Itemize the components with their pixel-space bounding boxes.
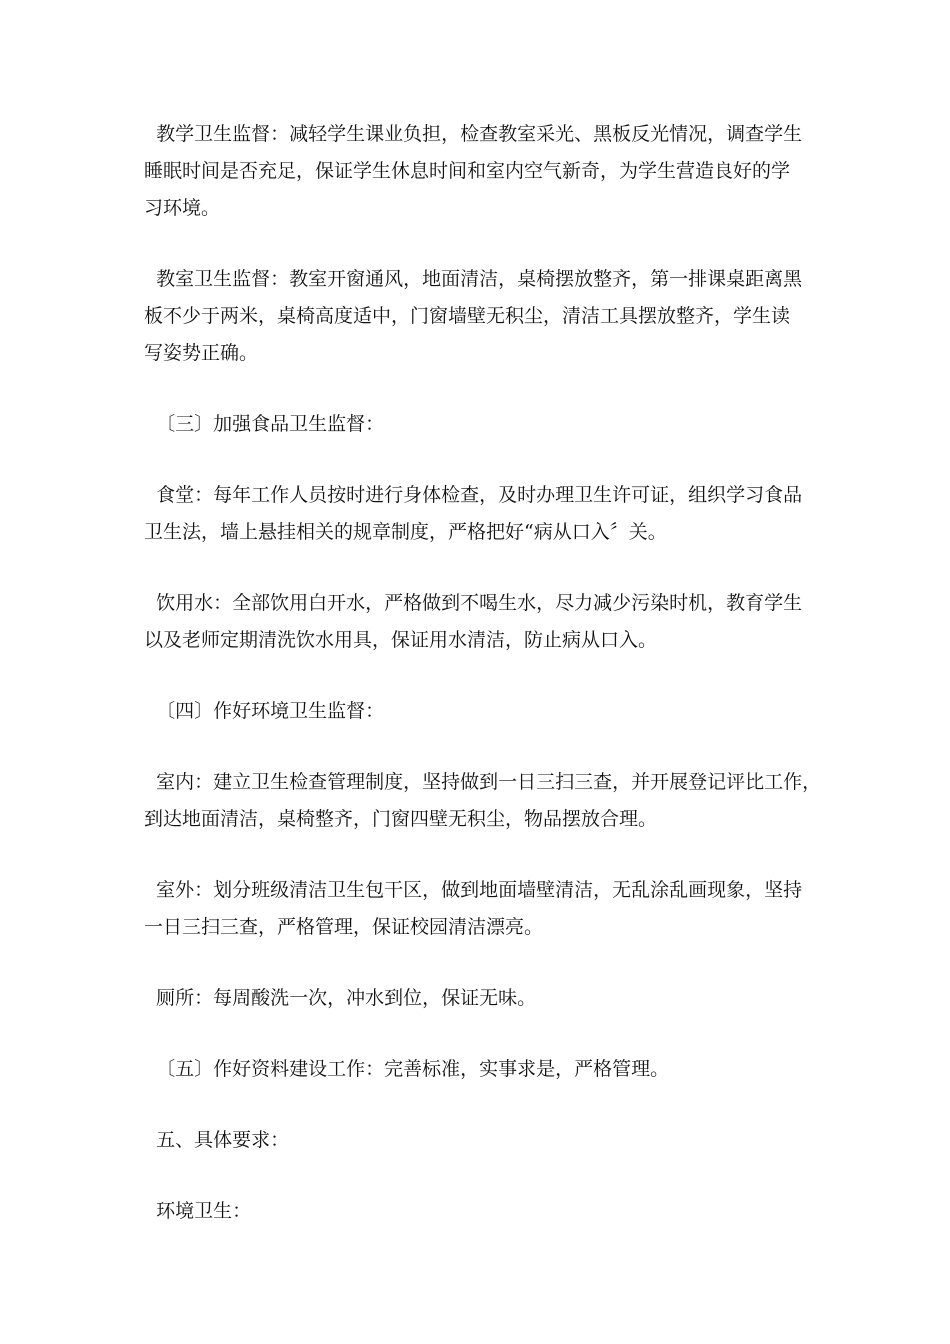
- paragraph-canteen: [144, 477, 824, 551]
- text-line: 教室卫生监督：教室开窗通风，地面清洁，桌椅摆放整齐，第一排课桌距离黑: [144, 268, 803, 290]
- text-line: 写姿势正确。: [144, 342, 259, 364]
- text-line: 睡眠时间是否充足，保证学生休息时间和室内空气新奇，为学生营造良好的学: [144, 160, 791, 182]
- text-line: 〔三〕加强食品卫生监督：: [144, 413, 385, 435]
- paragraph-indoor: [144, 764, 824, 838]
- paragraph-outdoor: [144, 872, 824, 946]
- paragraph-classroom-hygiene: [144, 261, 824, 372]
- text-line: 到达地面清洁，桌椅整齐，门窗四壁无积尘，物品摆放合理。: [144, 808, 658, 830]
- text-line: 以及老师定期清洗饮水用具，保证用水清洁，防止病从口入。: [144, 629, 658, 651]
- text-line: 室内：建立卫生检查管理制度，坚持做到一日三扫三查，并开展登记评比工作，: [144, 771, 822, 793]
- text-line: 室外：划分班级清洁卫生包干区，做到地面墙壁清洁，无乱涂乱画现象，坚持: [144, 879, 803, 901]
- text-line: 教学卫生监督：减轻学生课业负担，检查教室采光、黑板反光情况，调查学生: [144, 123, 803, 145]
- text-line: 卫生法，墙上悬挂相关的规章制度，严格把好“病从口入〞关。: [144, 521, 667, 543]
- text-line: 〔五〕作好资料建设工作：完善标准，实事求是，严格管理。: [144, 1058, 670, 1080]
- text-line: 〔四〕作好环境卫生监督：: [144, 700, 385, 722]
- text-line: 食堂：每年工作人员按时进行身体检查，及时办理卫生许可证，组织学习食品: [144, 484, 803, 506]
- paragraph-environment: [144, 1193, 824, 1230]
- text-line: 板不少于两米，桌椅高度适中，门窗墙壁无积尘，清洁工具摆放整齐，学生读: [144, 305, 791, 327]
- text-line: 环境卫生：: [144, 1200, 252, 1222]
- text-line: 习环境。: [144, 197, 221, 219]
- paragraph-drinking-water: [144, 585, 824, 659]
- paragraph-teaching-hygiene: [144, 116, 824, 227]
- paragraph-toilet: [144, 980, 824, 1017]
- document-body: [144, 116, 824, 1230]
- section-heading-food-hygiene: [144, 406, 824, 443]
- text-line: 一日三扫三查，严格管理，保证校园清洁漂亮。: [144, 916, 544, 938]
- section-heading-records: [144, 1051, 824, 1088]
- text-line: 饮用水：全部饮用白开水，严格做到不喝生水，尽力减少污染时机，教育学生: [144, 592, 803, 614]
- section-heading-environment-hygiene: [144, 693, 824, 730]
- text-line: 厕所：每周酸洗一次，冲水到位，保证无味。: [144, 987, 537, 1009]
- section-heading-requirements: [144, 1122, 824, 1159]
- text-line: 五、具体要求：: [144, 1129, 290, 1151]
